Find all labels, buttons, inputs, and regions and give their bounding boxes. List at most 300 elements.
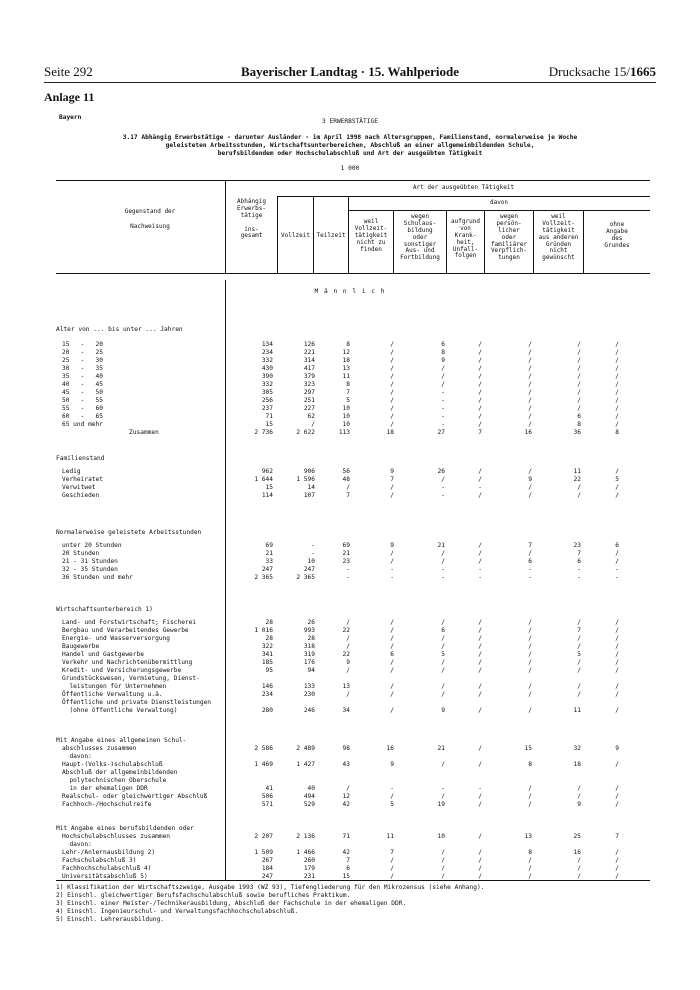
cell-value: / bbox=[390, 389, 394, 396]
cell-value: - bbox=[615, 574, 619, 581]
cell-value: 21 bbox=[342, 550, 350, 557]
footnote-2: 2) Einschl. gleichwertiger Berufsfachschulabschluß sowie berufliches Praktikum. bbox=[56, 892, 351, 899]
table-row bbox=[0, 398, 700, 406]
cell-value: / bbox=[478, 341, 482, 348]
cell-value: 126 bbox=[303, 341, 315, 348]
cell-value: / bbox=[615, 405, 619, 412]
cell-value: 15 bbox=[524, 745, 532, 752]
cell-value: - bbox=[441, 405, 445, 412]
cell-value: 993 bbox=[303, 627, 315, 634]
art-head: Art der ausgeübten Tätigkeit bbox=[412, 184, 515, 191]
cell-value: / bbox=[577, 643, 581, 650]
cell-value: 94 bbox=[307, 667, 315, 674]
cell-value: / bbox=[478, 413, 482, 420]
table-title-2: geleisteten Arbeitsstunden, Wirtschaftsunterbereichen, Abschluß an einer allgemeinbildenden Schule, bbox=[165, 142, 535, 149]
table-row bbox=[0, 469, 700, 477]
row-label: Verwitwet bbox=[62, 484, 96, 491]
cell-value: 114 bbox=[261, 492, 273, 499]
cell-value: 1 427 bbox=[296, 761, 315, 768]
cell-value: 7 bbox=[577, 627, 581, 634]
cell-value: / bbox=[346, 484, 350, 491]
cell-value: 9 bbox=[390, 542, 394, 549]
cell-value: / bbox=[478, 421, 482, 428]
row-label: (ohne öffentliche Verwaltung) bbox=[62, 707, 178, 714]
table-row bbox=[0, 366, 700, 374]
table-row bbox=[0, 350, 700, 358]
cell-value: - bbox=[441, 389, 445, 396]
cell-value: / bbox=[390, 558, 394, 565]
cell-value: / bbox=[390, 865, 394, 872]
cell-value: / bbox=[478, 357, 482, 364]
cell-value: / bbox=[441, 857, 445, 864]
cell-value: - bbox=[478, 566, 482, 573]
cell-value: / bbox=[478, 476, 482, 483]
gender-label: M ä n n l i c h bbox=[314, 288, 386, 295]
cell-value: 6 bbox=[390, 651, 394, 658]
cell-value: / bbox=[528, 785, 532, 792]
cell-value: - bbox=[441, 574, 445, 581]
cell-value: 5 bbox=[615, 476, 619, 483]
row-label: Land- und Forstwirtschaft; Fischerei bbox=[62, 619, 197, 626]
cell-value: 2 586 bbox=[254, 745, 273, 752]
cell-value: 390 bbox=[261, 373, 273, 380]
row-label: polytechnischen Oberschule bbox=[62, 777, 167, 784]
cell-value: / bbox=[478, 659, 482, 666]
cell-value: 1 644 bbox=[254, 476, 273, 483]
cell-value: 962 bbox=[261, 468, 273, 475]
cell-value: 32 bbox=[573, 745, 581, 752]
cell-value: 247 bbox=[261, 566, 273, 573]
cell-value: / bbox=[577, 619, 581, 626]
cell-value: / bbox=[390, 492, 394, 499]
cell-value: 95 bbox=[265, 667, 273, 674]
cell-value: / bbox=[441, 849, 445, 856]
row-label: Fachschulabschluß 3) bbox=[62, 857, 137, 864]
cell-value: / bbox=[478, 373, 482, 380]
cell-value: / bbox=[390, 421, 394, 428]
table-row bbox=[0, 390, 700, 398]
cell-value: 260 bbox=[303, 857, 315, 864]
cell-value: / bbox=[615, 558, 619, 565]
cell-value: 48 bbox=[342, 476, 350, 483]
cell-value: / bbox=[478, 550, 482, 557]
cell-value: 7 bbox=[478, 429, 482, 436]
cell-value: 22 bbox=[342, 627, 350, 634]
row-label: Verheiratet bbox=[62, 476, 103, 483]
cell-value: 322 bbox=[261, 643, 273, 650]
cell-value: 107 bbox=[303, 492, 315, 499]
cell-value: 6 bbox=[577, 558, 581, 565]
cell-value: 40 bbox=[307, 785, 315, 792]
cell-value: 113 bbox=[338, 429, 350, 436]
cell-value: / bbox=[615, 619, 619, 626]
cell-value: / bbox=[441, 873, 445, 880]
cell-value: 430 bbox=[261, 365, 273, 372]
cell-value: - bbox=[441, 492, 445, 499]
cell-value: / bbox=[390, 857, 394, 864]
cell-value: 185 bbox=[261, 659, 273, 666]
cell-value: 2 365 bbox=[254, 574, 273, 581]
cell-value: / bbox=[441, 683, 445, 690]
cell-value: 1 016 bbox=[254, 627, 273, 634]
cell-value: / bbox=[615, 801, 619, 808]
table-bottom-rule bbox=[56, 880, 650, 881]
cell-value: / bbox=[615, 349, 619, 356]
cell-value: / bbox=[478, 683, 482, 690]
row-label: Baugewerbe bbox=[62, 643, 100, 650]
cell-value: 176 bbox=[303, 659, 315, 666]
cell-value: 19 bbox=[437, 801, 445, 808]
cell-value: / bbox=[615, 707, 619, 714]
cell-value: 341 bbox=[261, 651, 273, 658]
cell-value: / bbox=[615, 761, 619, 768]
row-label: 65 und mehr bbox=[62, 421, 103, 428]
cell-value: / bbox=[577, 659, 581, 666]
cell-value: 332 bbox=[261, 381, 273, 388]
cell-value: / bbox=[390, 659, 394, 666]
cell-value: 6 bbox=[441, 627, 445, 634]
cell-value: / bbox=[528, 857, 532, 864]
cell-value: 231 bbox=[303, 873, 315, 880]
cell-value: / bbox=[615, 635, 619, 642]
cell-value: - bbox=[478, 785, 482, 792]
cell-value: / bbox=[615, 691, 619, 698]
art-rule bbox=[277, 196, 650, 197]
table-row bbox=[0, 477, 700, 485]
cell-value: / bbox=[441, 761, 445, 768]
cell-value: 379 bbox=[303, 373, 315, 380]
cell-value: / bbox=[577, 397, 581, 404]
cell-value: / bbox=[577, 389, 581, 396]
cell-value: / bbox=[528, 405, 532, 412]
doc-num: 1665 bbox=[630, 64, 656, 79]
cell-value: / bbox=[390, 373, 394, 380]
document-number bbox=[549, 64, 656, 80]
cell-value: / bbox=[528, 341, 532, 348]
cell-value: 9 bbox=[390, 761, 394, 768]
cell-value: 2 489 bbox=[296, 745, 315, 752]
cell-value: / bbox=[390, 643, 394, 650]
davon-head: davon bbox=[489, 199, 509, 206]
footnote-3: 3) Einschl. einer Meister-/Technikerausbildung, Abschluß der Fachschule in der ehemaligen DDR. bbox=[56, 900, 407, 907]
cell-value: 906 bbox=[303, 468, 315, 475]
row-label: Öffentliche Verwaltung u.ä. bbox=[62, 691, 163, 698]
cell-value: / bbox=[441, 643, 445, 650]
table-row bbox=[0, 802, 700, 810]
cell-value: / bbox=[528, 389, 532, 396]
cell-value: / bbox=[346, 691, 350, 698]
cell-value: 247 bbox=[261, 873, 273, 880]
cell-value: / bbox=[615, 421, 619, 428]
cell-value: 12 bbox=[342, 793, 350, 800]
cell-value: / bbox=[615, 381, 619, 388]
cell-value: / bbox=[577, 793, 581, 800]
cell-value: 1 469 bbox=[254, 761, 273, 768]
cell-value: / bbox=[478, 468, 482, 475]
cell-value: / bbox=[577, 381, 581, 388]
cell-value: / bbox=[577, 373, 581, 380]
cell-value: / bbox=[390, 667, 394, 674]
cell-value: 27 bbox=[437, 429, 445, 436]
cell-value: 7 bbox=[390, 849, 394, 856]
cell-value: / bbox=[615, 873, 619, 880]
cell-value: / bbox=[478, 492, 482, 499]
cell-value: 8 bbox=[615, 429, 619, 436]
cell-value: 256 bbox=[261, 397, 273, 404]
cell-value: 62 bbox=[307, 413, 315, 420]
cell-value: 22 bbox=[573, 476, 581, 483]
head-reason-2: wegen Schulaus- bildung oder sonstiger Aus- und Fortbildung bbox=[400, 213, 440, 262]
cell-value: 9 bbox=[346, 659, 350, 666]
row-label: Handel und Gastgewerbe bbox=[62, 651, 144, 658]
cell-value: 33 bbox=[265, 558, 273, 565]
row-label: Abschluß der allgemeinbildenden bbox=[62, 769, 178, 776]
cell-value: 42 bbox=[342, 849, 350, 856]
cell-value: - bbox=[441, 413, 445, 420]
row-label: 60 - 65 bbox=[62, 413, 103, 420]
row-label: abschlusses zusammen bbox=[62, 745, 137, 752]
cell-value: - bbox=[441, 785, 445, 792]
section-title: 3 ERWERBSTÄTIGE bbox=[322, 118, 378, 125]
cell-value: - bbox=[577, 574, 581, 581]
cell-value: / bbox=[390, 627, 394, 634]
cell-value: 16 bbox=[386, 745, 394, 752]
cell-value: 9 bbox=[577, 801, 581, 808]
cell-value: 10 bbox=[342, 421, 350, 428]
row-label: Kredit- und Versicherungsgewerbe bbox=[62, 667, 182, 674]
cell-value: 26 bbox=[307, 619, 315, 626]
cell-value: / bbox=[441, 659, 445, 666]
cell-value: / bbox=[615, 643, 619, 650]
row-label: Verkehr und Nachrichtenübermittlung bbox=[62, 659, 193, 666]
row-label: Fachhoch-/Hochschulreife bbox=[62, 801, 152, 808]
cell-value: / bbox=[390, 683, 394, 690]
cell-value: 18 bbox=[386, 429, 394, 436]
cell-value: / bbox=[528, 865, 532, 872]
cell-value: / bbox=[528, 793, 532, 800]
cell-value: 1 596 bbox=[296, 476, 315, 483]
cell-value: 14 bbox=[307, 484, 315, 491]
cell-value: 2 622 bbox=[296, 429, 315, 436]
cell-value: 2 136 bbox=[296, 833, 315, 840]
cell-value: / bbox=[390, 873, 394, 880]
cell-value: 319 bbox=[303, 651, 315, 658]
cell-value: 7 bbox=[346, 492, 350, 499]
cell-value: 10 bbox=[342, 405, 350, 412]
cell-value: / bbox=[478, 635, 482, 642]
cell-value: 6 bbox=[615, 542, 619, 549]
cell-value: 9 bbox=[615, 745, 619, 752]
unit-label: 1 000 bbox=[340, 165, 360, 172]
cell-value: 16 bbox=[524, 429, 532, 436]
row-label: 25 - 30 bbox=[62, 357, 103, 364]
cell-value: 323 bbox=[303, 381, 315, 388]
row-label: Fachhochschulabschluß 4) bbox=[62, 865, 152, 872]
cell-value: 494 bbox=[303, 793, 315, 800]
cell-value: 56 bbox=[342, 468, 350, 475]
cell-value: 1 466 bbox=[296, 849, 315, 856]
cell-value: / bbox=[615, 651, 619, 658]
cell-value: / bbox=[478, 405, 482, 412]
cell-value: / bbox=[577, 484, 581, 491]
cell-value: / bbox=[478, 619, 482, 626]
cell-value: / bbox=[528, 492, 532, 499]
row-label: 15 - 20 bbox=[62, 341, 103, 348]
cell-value: 571 bbox=[261, 801, 273, 808]
cell-value: 9 bbox=[441, 707, 445, 714]
cell-value: / bbox=[478, 833, 482, 840]
cell-value: - bbox=[390, 785, 394, 792]
cell-value: / bbox=[478, 857, 482, 864]
cell-value: 69 bbox=[342, 542, 350, 549]
cell-value: / bbox=[390, 793, 394, 800]
cell-value: 417 bbox=[303, 365, 315, 372]
head-total: Abhängig Erwerbs- tätige ins- gesamt bbox=[237, 198, 266, 240]
cell-value: / bbox=[577, 635, 581, 642]
cell-value: 1 509 bbox=[254, 849, 273, 856]
cell-value: 305 bbox=[261, 389, 273, 396]
cell-value: / bbox=[577, 667, 581, 674]
footnote-4: 4) Einschl. Ingenieurschul- und Verwaltungsfachhochschulabschluß. bbox=[56, 908, 299, 915]
cell-value: / bbox=[441, 373, 445, 380]
cell-value: 8 bbox=[528, 849, 532, 856]
section-heading: Familienstand bbox=[56, 455, 105, 462]
cell-value: / bbox=[390, 413, 394, 420]
cell-value: / bbox=[528, 659, 532, 666]
cell-value: 8 bbox=[577, 421, 581, 428]
table-row bbox=[0, 708, 700, 716]
cell-value: / bbox=[528, 667, 532, 674]
row-label: Hochschulabschlusses zusammen bbox=[62, 833, 171, 840]
cell-value: 297 bbox=[303, 389, 315, 396]
cell-value: / bbox=[478, 397, 482, 404]
cell-value: / bbox=[615, 413, 619, 420]
cell-value: 28 bbox=[265, 619, 273, 626]
cell-value: 5 bbox=[390, 801, 394, 808]
cell-value: 13 bbox=[342, 365, 350, 372]
cell-value: / bbox=[390, 691, 394, 698]
table-row bbox=[0, 493, 700, 501]
cell-value: 318 bbox=[303, 643, 315, 650]
cell-value: 13 bbox=[342, 683, 350, 690]
cell-value: 2 736 bbox=[254, 429, 273, 436]
cell-value: 134 bbox=[261, 341, 273, 348]
cell-value: - bbox=[528, 574, 532, 581]
footnote-5: 5) Einschl. Lehrerausbildung. bbox=[56, 916, 165, 923]
row-label: 30 - 35 bbox=[62, 365, 103, 372]
cell-value: 2 207 bbox=[254, 833, 273, 840]
cell-value: / bbox=[577, 349, 581, 356]
cell-value: 36 bbox=[573, 429, 581, 436]
cell-value: / bbox=[441, 793, 445, 800]
cell-value: 41 bbox=[265, 785, 273, 792]
cell-value: / bbox=[528, 619, 532, 626]
row-label: 32 - 35 Stunden bbox=[62, 566, 118, 573]
cell-value: 10 bbox=[307, 558, 315, 565]
table-title-3: berufsbildendem oder Hochschulabschluß und Art der ausgeübten Tätigkeit bbox=[217, 150, 483, 157]
cell-value: / bbox=[615, 627, 619, 634]
row-label: Öffentliche und private Dienstleistungen bbox=[62, 699, 212, 706]
cell-value: - bbox=[390, 574, 394, 581]
row-label: Grundstückswesen, Vermietung, Dienst- bbox=[62, 675, 200, 682]
head-reason-5: weil Vollzeit- tätigkeit aus anderen Gründen nicht gewünscht bbox=[538, 213, 579, 262]
cell-value: / bbox=[441, 476, 445, 483]
cell-value: / bbox=[478, 873, 482, 880]
cell-value: 18 bbox=[342, 357, 350, 364]
cell-value: / bbox=[390, 550, 394, 557]
row-label: Energie- und Wasserversorgung bbox=[62, 635, 171, 642]
cell-value: / bbox=[528, 643, 532, 650]
cell-value: 314 bbox=[303, 357, 315, 364]
row-label: 21 - 31 Stunden bbox=[62, 558, 118, 565]
cell-value: / bbox=[441, 550, 445, 557]
cell-value: / bbox=[478, 381, 482, 388]
cell-value: 6 bbox=[528, 558, 532, 565]
cell-value: / bbox=[528, 413, 532, 420]
cell-value: 227 bbox=[303, 405, 315, 412]
table-row bbox=[0, 834, 700, 842]
cell-value: / bbox=[346, 643, 350, 650]
cell-value: / bbox=[390, 484, 394, 491]
cell-value: 71 bbox=[265, 413, 273, 420]
cell-value: / bbox=[615, 373, 619, 380]
cell-value: / bbox=[441, 865, 445, 872]
cell-value: / bbox=[441, 365, 445, 372]
table-row bbox=[0, 382, 700, 390]
cell-value: / bbox=[615, 785, 619, 792]
cell-value: / bbox=[577, 357, 581, 364]
cell-value: 146 bbox=[261, 683, 273, 690]
cell-value: / bbox=[478, 793, 482, 800]
cell-value: 18 bbox=[573, 761, 581, 768]
cell-value: - bbox=[441, 566, 445, 573]
cell-value: / bbox=[478, 745, 482, 752]
table-row bbox=[0, 374, 700, 382]
cell-value: 22 bbox=[342, 651, 350, 658]
table-row bbox=[0, 406, 700, 414]
cell-value: / bbox=[615, 793, 619, 800]
cell-value: 16 bbox=[573, 849, 581, 856]
cell-value: / bbox=[577, 865, 581, 872]
cell-value: / bbox=[478, 667, 482, 674]
cell-value: 267 bbox=[261, 857, 273, 864]
header-top-rule bbox=[56, 180, 650, 181]
cell-value: - bbox=[615, 566, 619, 573]
cell-value: / bbox=[577, 873, 581, 880]
cell-value: / bbox=[577, 365, 581, 372]
row-label: Realschul- oder gleichwertiger Abschluß bbox=[62, 793, 208, 800]
cell-value: - bbox=[441, 421, 445, 428]
state-label: Bayern bbox=[59, 114, 82, 121]
cell-value: 529 bbox=[303, 801, 315, 808]
cell-value: 21 bbox=[265, 550, 273, 557]
cell-value: / bbox=[390, 381, 394, 388]
cell-value: 34 bbox=[342, 707, 350, 714]
head-parttime: Teilzeit bbox=[316, 232, 346, 239]
cell-value: 42 bbox=[342, 801, 350, 808]
cell-value: / bbox=[528, 627, 532, 634]
cell-value: 5 bbox=[441, 651, 445, 658]
cell-value: 5 bbox=[346, 397, 350, 404]
cell-value: - bbox=[346, 574, 350, 581]
cell-value: / bbox=[478, 365, 482, 372]
cell-value: 11 bbox=[573, 707, 581, 714]
cell-value: 26 bbox=[437, 468, 445, 475]
cell-value: / bbox=[528, 801, 532, 808]
cell-value: 7 bbox=[577, 550, 581, 557]
cell-value: / bbox=[441, 691, 445, 698]
cell-value: / bbox=[478, 761, 482, 768]
